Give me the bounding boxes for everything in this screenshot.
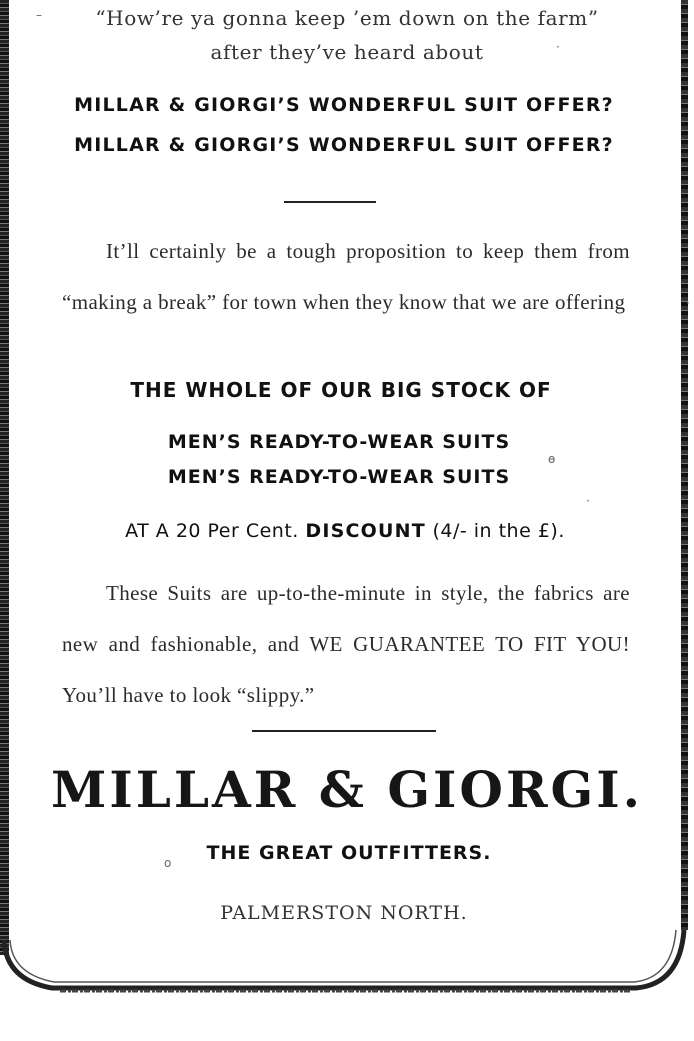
print-speck: · [586,494,590,508]
discount-line [0,520,692,542]
print-speck: ɵ [548,452,556,466]
discount-prefix: AT A 20 Per Cent. [125,520,299,542]
paragraph-offer: It’ll certainly be a tough proposition to keep them from “making a break” for town when they know that we are offering [62,239,630,314]
print-speck: o [164,856,172,870]
intro-line-1: “How’re ya gonna keep ’em down on the farm” [95,6,599,30]
headline-2: MILLAR & GIORGI’S WONDERFUL SUIT OFFER? [74,134,614,156]
stock-line: THE WHOLE OF OUR BIG STOCK OF [130,378,552,402]
print-speck: · [556,40,560,54]
discount-suffix: (4/- in the £). [432,520,565,542]
suits-line-2: MEN’S READY-TO-WEAR SUITS [167,466,511,488]
headline-1: MILLAR & GIORGI’S WONDERFUL SUIT OFFER? [74,94,614,116]
location: PALMERSTON NORTH. [220,902,468,924]
divider-rule [252,730,436,732]
tagline: THE GREAT OUTFITTERS. [206,842,492,864]
print-speck: – [36,8,42,22]
intro-line-2: after they’ve heard about [210,40,484,64]
divider-rule [284,201,376,203]
print-speck: · [686,296,690,310]
brand-name: MILLAR & GIORGI. [50,760,644,819]
suits-line-1: MEN’S READY-TO-WEAR SUITS [167,431,511,453]
discount-word: DISCOUNT [305,520,426,542]
paragraph-suits: These Suits are up-to-the-minute in style, the fabrics are new and fashionable, and WE GUARANTEE TO FIT YOU! You’ll have to look “slippy.” [62,581,630,707]
